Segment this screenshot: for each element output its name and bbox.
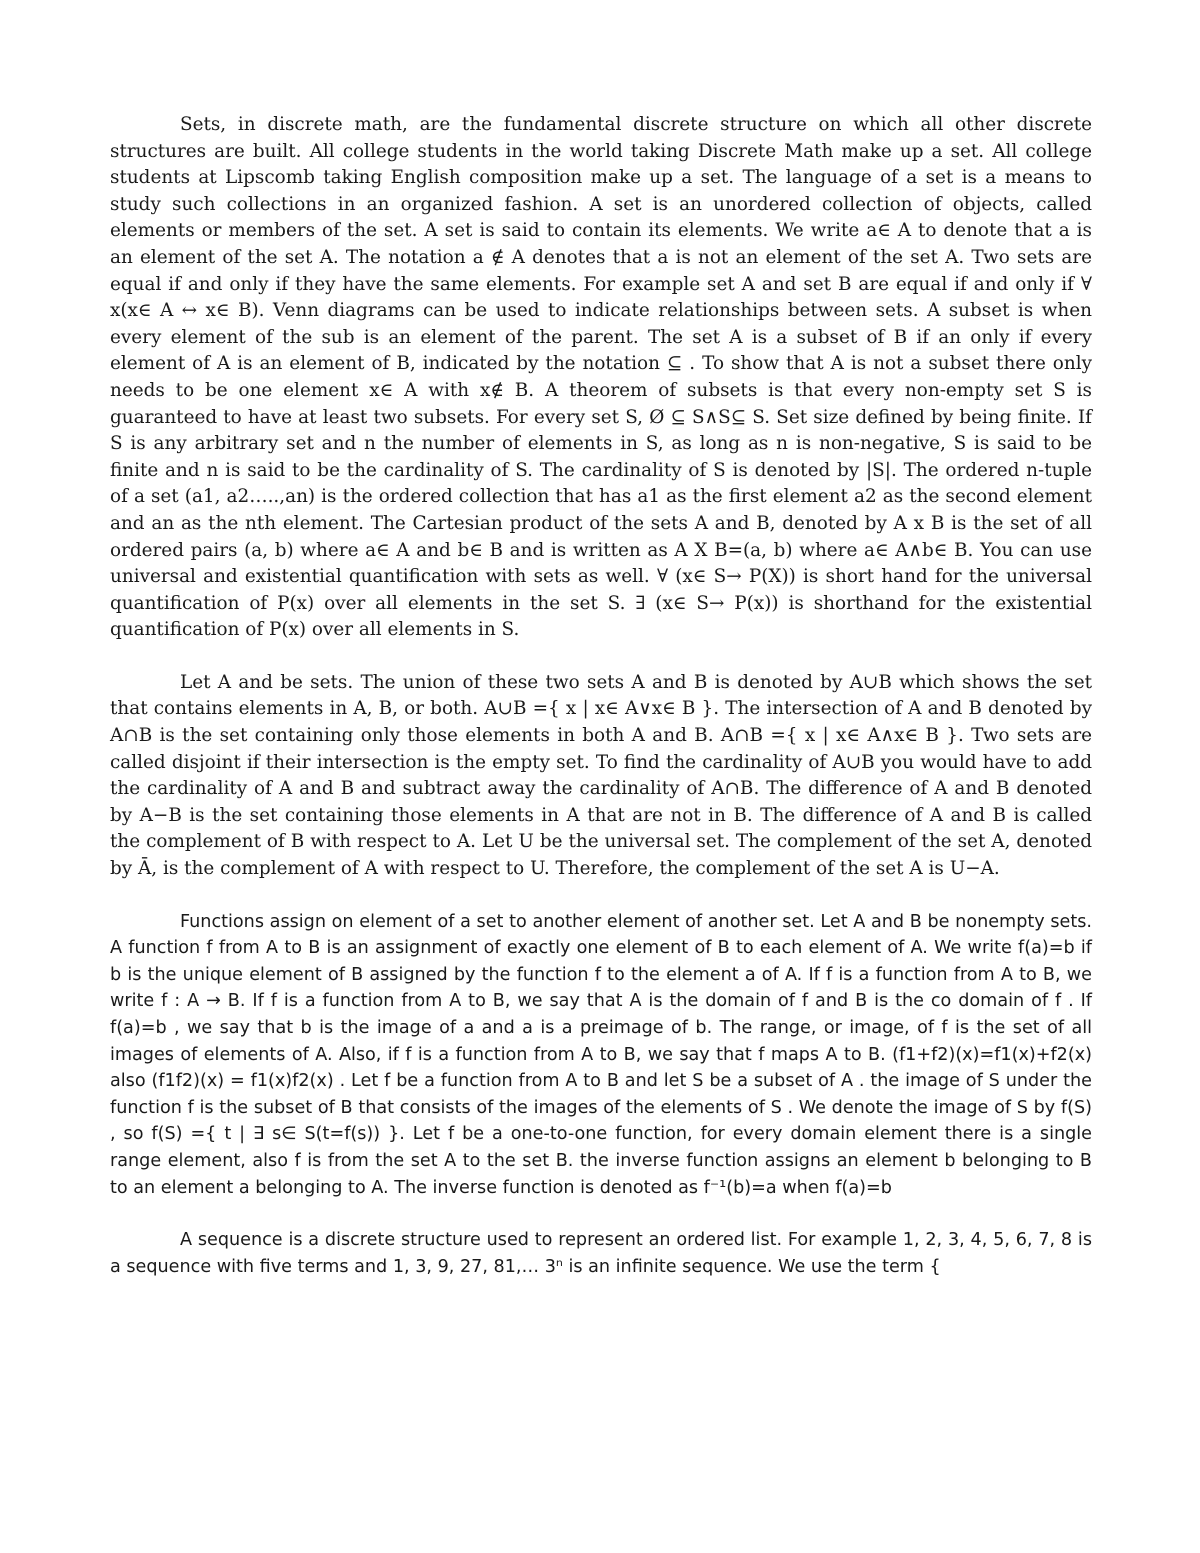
- paragraph-sequences: A sequence is a discrete structure used to represent an ordered list. For example 1, 2, 3, 4, 5, 6, 7, 8 is a sequence with five terms and 1, 3, 9, 27, 81,… 3ⁿ is an infinite sequence. We use the term {: [110, 1230, 1092, 1277]
- paragraph-set-operations: Let A and be sets. The union of these two sets A and B is denoted by A∪B which shows the set that contains elements in A, B, or both. A∪B ={ x | x∈ A∨x∈ B }. The intersection of A and B denoted by A∩B is the set containing only those elements in both A and B. A∩B ={ x | x∈ A∧x∈ B }. Two sets are called disjoint if their intersection is the empty set. To find the cardinality of A∪B you would have to add the cardinality of A and B and subtract away the cardinality of A∩B. The difference of A and B denoted by A−B is the set containing those elements in A that are not in B. The difference of A and B is called the complement of B with respect to A. Let U be the universal set. The complement of the set A, denoted by Ā, is the complement of A with respect to U. Therefore, the complement of the set A is U−A.: [110, 671, 1092, 880]
- paragraph-sets: Sets, in discrete math, are the fundamental discrete structure on which all other discrete structures are built. All college students in the world taking Discrete Math make up a set. All college students at Lipscomb taking English composition make up a set. The language of a set is a means to study such collections in an organized fashion. A set is an unordered collection of objects, called elements or members of the set. A set is said to contain its elements. We write a∈ A to denote that a is an element of the set A. The notation a ∉ A denotes that a is not an element of the set A. Two sets are equal if and only if they have the same elements. For example set A and set B are equal if and only if ∀ x(x∈ A ↔ x∈ B). Venn diagrams can be used to indicate relationships between sets. A subset is when every element of the sub is an element of the parent. The set A is a subset of B if an only if every element of A is an element of B, indicated by the notation ⊆ . To show that A is not a subset there only needs to be one element x∈ A with x∉ B. A theorem of subsets is that every non-empty set S is guaranteed to have at least two subsets. For every set S, Ø ⊆ S∧S⊆ S. Set size defined by being finite. If S is any arbitrary set and n the number of elements in S, as long as n is non-negative, S is said to be finite and n is said to be the cardinality of S. The cardinality of S is denoted by |S|. The ordered n-tuple of a set (a1, a2…..,an) is the ordered collection that has a1 as the first element a2 as the second element and an as the nth element. The Cartesian product of the sets A and B, denoted by A x B is the set of all ordered pairs (a, b) where a∈ A and b∈ B and is written as A X B=(a, b) where a∈ A∧b∈ B. You can use universal and existential quantification with sets as well. ∀ (x∈ S→ P(X)) is short hand for the universal quantification of P(x) over all elements in the set S. ∃ (x∈ S→ P(x)) is shorthand for the existential quantification of P(x) over all elements in S.: [110, 114, 1092, 641]
- paragraph-functions: Functions assign on element of a set to another element of another set. Let A and B be nonempty sets. A function f from A to B is an assignment of exactly one element of B to each element of A. We write f(a)=b if b is the unique element of B assigned by the function f to the element a of A. If f is a function from A to B, we write f : A → B. If f is a function from A to B, we say that A is the domain of f and B is the co domain of f . If f(a)=b , we say that b is the image of a and a is a preimage of b. The range, or image, of f is the set of all images of elements of A. Also, if f is a function from A to B, we say that f maps A to B. (f1+f2)(x)=f1(x)+f2(x) also (f1f2)(x) = f1(x)f2(x) . Let f be a function from A to B and let S be a subset of A . the image of S under the function f is the subset of B that consists of the images of the elements of S . We denote the image of S by f(S) , so f(S) ={ t | ∃ s∈ S(t=f(s)) }. Let f be a one-to-one function, for every domain element there is a single range element, also f is from the set A to the set B. the inverse function assigns an element b belonging to B to an element a belonging to A. The inverse function is denoted as f⁻¹(b)=a when f(a)=b: [110, 911, 1092, 1198]
